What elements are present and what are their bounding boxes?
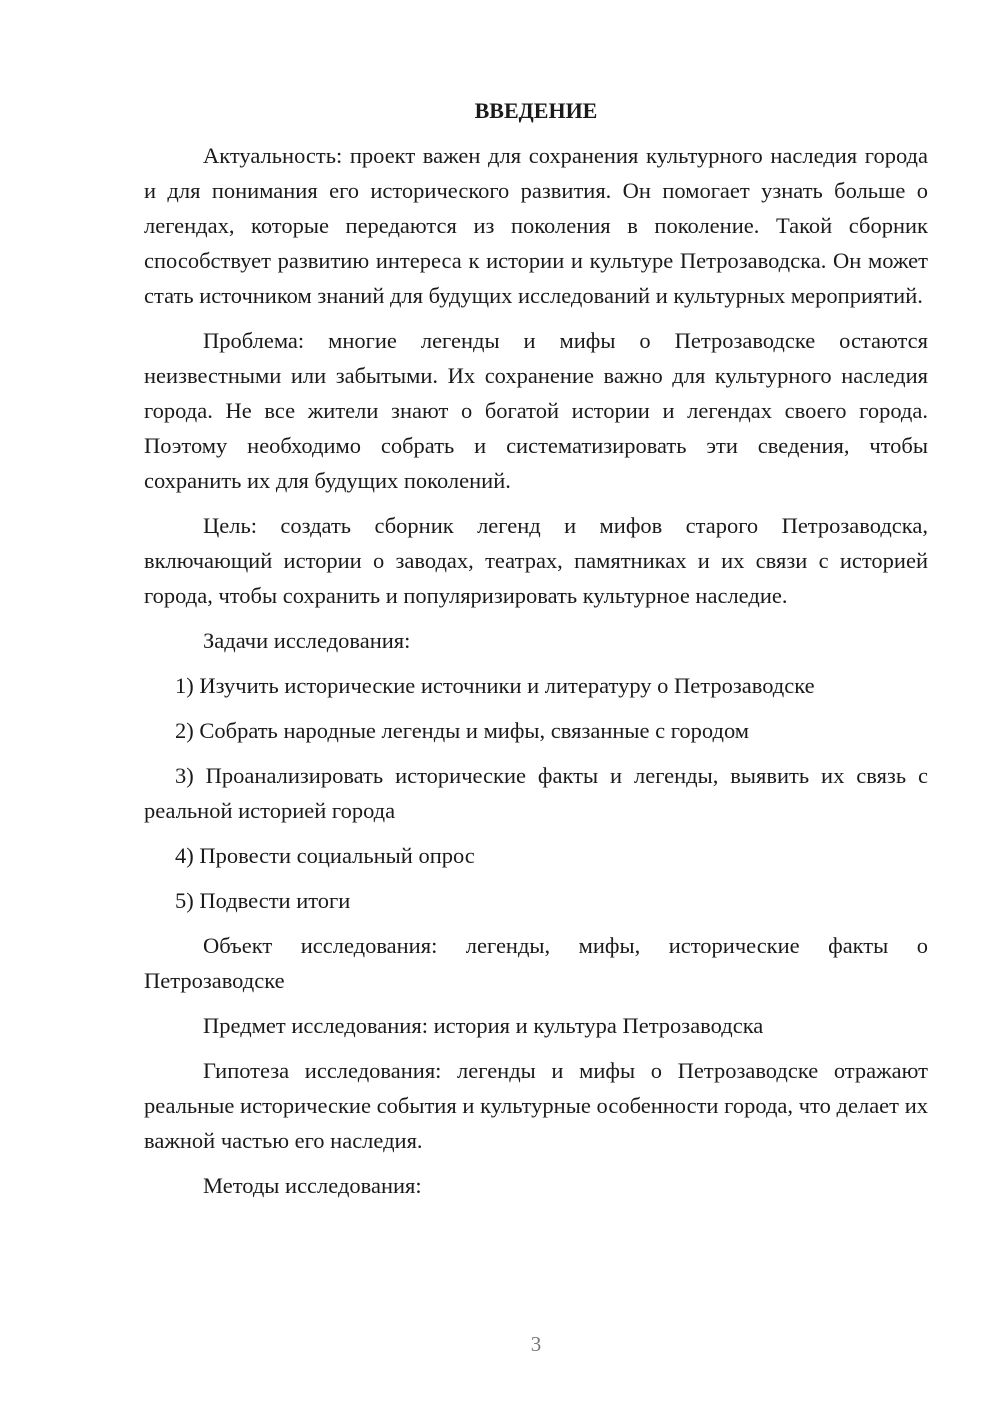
goal-paragraph: Цель: создать сборник легенд и мифов старого Петрозаводска, включающий истории о заводах, театрах, памятниках и их связи с историей города, чтобы сохранить и популяризировать культурное наследие. [144, 513, 928, 608]
problem-paragraph: Проблема: многие легенды и мифы о Петрозаводске остаются неизвестными или забытыми. Их сохранение важно для культурного наследия города. Не все жители знают о богатой истории и легендах своего города. Поэтому необходимо собрать и систематизировать эти сведения, чтобы сохранить их для будущих поколений. [144, 328, 928, 493]
page-content [144, 93, 928, 1213]
task-item: 5) Подвести итоги [175, 888, 351, 913]
task-item: 1) Изучить исторические источники и литературу о Петрозаводске [175, 673, 815, 698]
subject-paragraph: Предмет исследования: история и культура Петрозаводска [203, 1013, 764, 1038]
relevance-paragraph: Актуальность: проект важен для сохранения культурного наследия города и для понимания его исторического развития. Он помогает узнать больше о легендах, которые передаются из поколения в поколение. Такой сборник способствует развитию интереса к истории и культуре Петрозаводска. Он может стать источником знаний для будущих исследований и культурных мероприятий. [144, 143, 928, 308]
task-item: 4) Провести социальный опрос [175, 843, 475, 868]
page-number: 3 [530, 1332, 542, 1356]
methods-heading: Методы исследования: [203, 1173, 422, 1198]
section-title: ВВЕДЕНИЕ [474, 98, 598, 123]
object-paragraph: Объект исследования: легенды, мифы, исторические факты о Петрозаводске [144, 933, 928, 993]
task-item: 2) Собрать народные легенды и мифы, связанные с городом [175, 718, 750, 743]
tasks-heading: Задачи исследования: [203, 628, 411, 653]
task-item: 3) Проанализировать исторические факты и легенды, выявить их связь с реальной историей города [144, 763, 928, 823]
hypothesis-paragraph: Гипотеза исследования: легенды и мифы о Петрозаводске отражают реальные исторические события и культурные особенности города, что делает их важной частью его наследия. [144, 1058, 928, 1153]
